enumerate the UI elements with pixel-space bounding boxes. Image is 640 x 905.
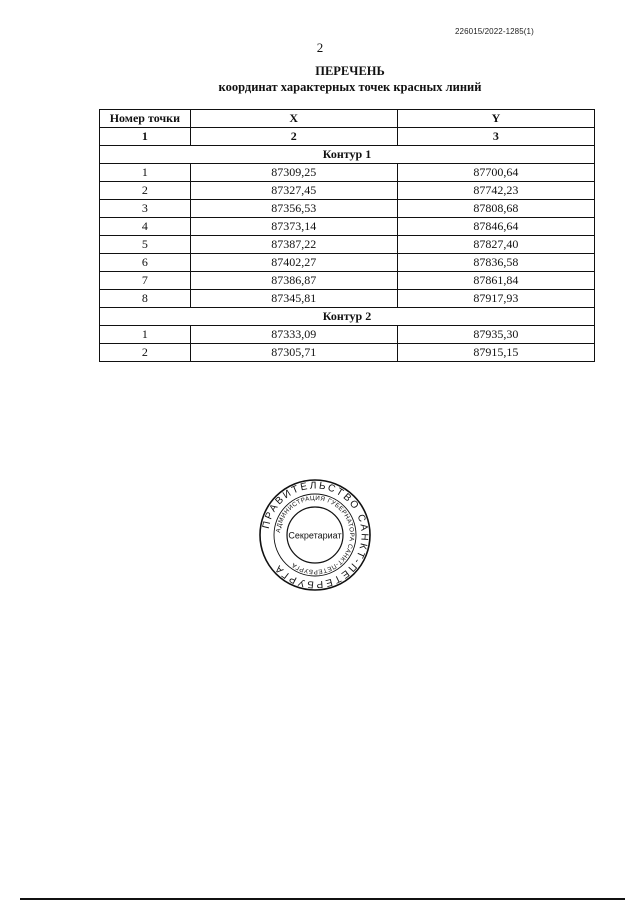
table-row	[100, 218, 595, 236]
table-row	[100, 344, 595, 362]
x-coordinate-cell: 87327,45	[190, 182, 397, 200]
point-number-cell: 1	[100, 164, 191, 182]
header-y: Y	[397, 110, 594, 128]
table-column-number-row	[100, 128, 595, 146]
point-number-cell: 6	[100, 254, 191, 272]
header-x: X	[190, 110, 397, 128]
x-coordinate-cell: 87309,25	[190, 164, 397, 182]
x-coordinate-cell: 87345,81	[190, 290, 397, 308]
x-coordinate-cell: 87373,14	[190, 218, 397, 236]
document-number: 226015/2022-1285(1)	[455, 27, 534, 36]
x-coordinate-cell: 87333,09	[190, 326, 397, 344]
secretariat-seal	[258, 478, 372, 592]
table-header-row	[100, 110, 595, 128]
y-coordinate-cell: 87915,15	[397, 344, 594, 362]
y-coordinate-cell: 87861,84	[397, 272, 594, 290]
table-row	[100, 272, 595, 290]
header-point-number: Номер точки	[100, 110, 191, 128]
table-row	[100, 164, 595, 182]
seal-inner-text: АДМИНИСТРАЦИЯ ГУБЕРНАТОРА САНКТ-ПЕТЕРБУРГА	[275, 494, 356, 576]
column-number-1: 1	[100, 128, 191, 146]
point-number-cell: 7	[100, 272, 191, 290]
x-coordinate-cell: 87386,87	[190, 272, 397, 290]
x-coordinate-cell: 87402,27	[190, 254, 397, 272]
x-coordinate-cell: 87305,71	[190, 344, 397, 362]
y-coordinate-cell: 87827,40	[397, 236, 594, 254]
y-coordinate-cell: 87808,68	[397, 200, 594, 218]
contour-group-row	[100, 308, 595, 326]
table-row	[100, 236, 595, 254]
y-coordinate-cell: 87700,64	[397, 164, 594, 182]
seal-outer-text: ПРАВИТЕЛЬСТВО САНКТ-ПЕТЕРБУРГА	[260, 480, 370, 590]
page-number: 2	[316, 40, 324, 55]
point-number-cell: 4	[100, 218, 191, 236]
point-number-cell: 8	[100, 290, 191, 308]
x-coordinate-cell: 87356,53	[190, 200, 397, 218]
y-coordinate-cell: 87742,23	[397, 182, 594, 200]
table-row	[100, 326, 595, 344]
contour-title: Контур 2	[100, 308, 595, 326]
contour-group-row	[100, 146, 595, 164]
y-coordinate-cell: 87846,64	[397, 218, 594, 236]
x-coordinate-cell: 87387,22	[190, 236, 397, 254]
point-number-cell: 5	[100, 236, 191, 254]
document-subtitle: координат характерных точек красных линий	[218, 80, 482, 94]
bottom-rule	[20, 898, 625, 900]
y-coordinate-cell: 87917,93	[397, 290, 594, 308]
table-row	[100, 254, 595, 272]
y-coordinate-cell: 87836,58	[397, 254, 594, 272]
y-coordinate-cell: 87935,30	[397, 326, 594, 344]
point-number-cell: 2	[100, 344, 191, 362]
column-number-3: 3	[397, 128, 594, 146]
table-row	[100, 290, 595, 308]
coordinates-table	[99, 109, 595, 362]
seal-center-text: Секретариат	[288, 530, 342, 541]
table-row	[100, 200, 595, 218]
column-number-2: 2	[190, 128, 397, 146]
point-number-cell: 3	[100, 200, 191, 218]
document-title: ПЕРЕЧЕНЬ	[315, 64, 385, 78]
table-row	[100, 182, 595, 200]
point-number-cell: 1	[100, 326, 191, 344]
contour-title: Контур 1	[100, 146, 595, 164]
point-number-cell: 2	[100, 182, 191, 200]
